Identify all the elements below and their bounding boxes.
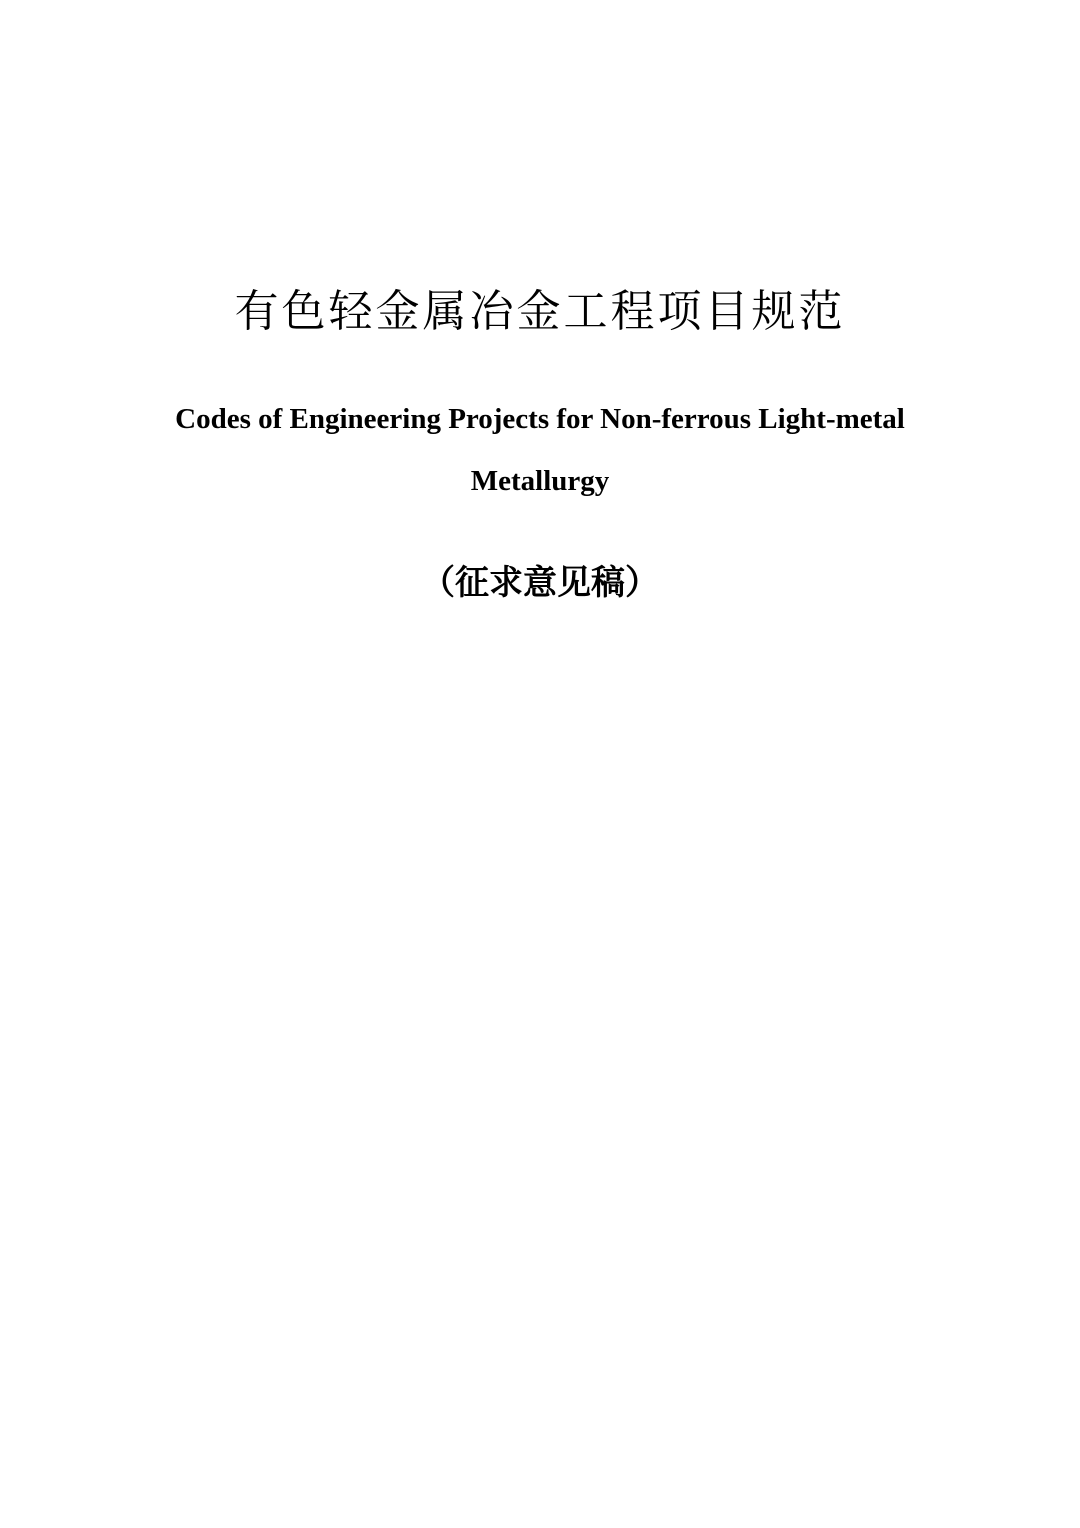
english-title-line-1: Codes of Engineering Projects for Non-ferrous Light-metal bbox=[175, 403, 905, 435]
english-title-line-2: Metallurgy bbox=[470, 465, 610, 497]
english-title bbox=[0, 388, 1080, 512]
chinese-title: 有色轻金属冶金工程项目规范 bbox=[234, 286, 846, 337]
draft-status-label: （征求意见稿） bbox=[421, 563, 659, 603]
